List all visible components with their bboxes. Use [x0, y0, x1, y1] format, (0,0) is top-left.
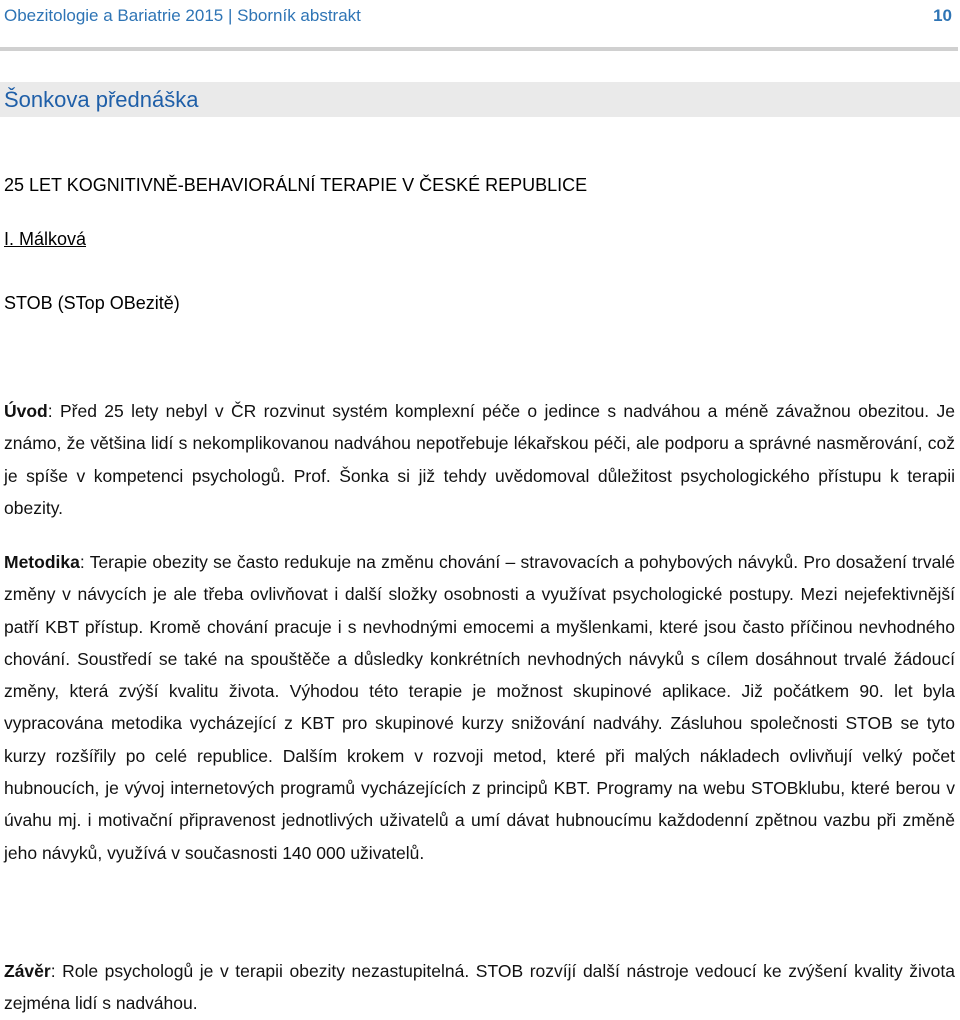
section-title: Šonkova přednáška — [4, 87, 199, 112]
author-name: I. Málková — [4, 229, 87, 249]
header-title: Obezitologie a Bariatrie 2015 | Sborník abstrakt — [4, 6, 361, 25]
lecture-title: 25 LET KOGNITIVNĚ-BEHAVIORÁLNÍ TERAPIE V ČESKÉ REPUBLICE — [4, 175, 588, 195]
conclusion-paragraph — [4, 955, 955, 1020]
running-header — [0, 0, 956, 32]
method-paragraph — [4, 546, 955, 869]
intro-label: Úvod — [4, 401, 48, 421]
intro-paragraph — [4, 395, 955, 524]
header-divider — [0, 47, 958, 51]
conclusion-label: Závěr — [4, 961, 51, 981]
section-heading-band — [0, 82, 960, 117]
organization: STOB (STop OBezitě) — [4, 293, 180, 313]
method-text: : Terapie obezity se často redukuje na změnu chování – stravovacích a pohybových návyků. Pro dosažení trvalé změny v návycích je ale třeba ovlivňovat i další složky osobnosti a využívat psychologické postupy. Mezi nejefektivnější patří KBT přístup. Kromě chování pracuje i s nevhodnými emocemi a myšlenkami, které jsou často příčinou nevhodného chování. Soustředí se také na spouštěče a důsledky konkrétních nevhodných návyků s cílem dosáhnout trvalé žádoucí změny, která zvýší kvalitu života. Výhodou této terapie je možnost skupinové aplikace. Již počátkem 90. let byla vypracována metodika vycházející z KBT pro skupinové kurzy snižování nadváhy. Zásluhou společnosti STOB se tyto kurzy rozšířily po celé republice. Dalším krokem v rozvoji metod, které při malých nákladech ovlivňují velký počet hubnoucích, je vývoj internetových programů vycházejících z principů KBT. Programy na webu STOBklubu, které berou v úvahu mj. i motivační připravenost jednotlivých uživatelů a umí dávat hubnoucímu každodenní zpětnou vazbu při změně jeho návyků, využívá v současnosti 140 000 uživatelů. — [4, 552, 955, 863]
conclusion-text: : Role psychologů je v terapii obezity nezastupitelná. STOB rozvíjí další nástroje vedoucí ke zvýšení kvality života zejména lidí s nadváhou. — [4, 961, 955, 1014]
page-number: 10 — [933, 6, 952, 25]
intro-text: : Před 25 lety nebyl v ČR rozvinut systém komplexní péče o jedince s nadváhou a méně závažnou obezitou. Je známo, že většina lidí s nekomplikovanou nadváhou nepotřebuje lékařskou péči, ale podporu a správné nasměrování, což je spíše v kompetenci psychologů. Prof. Šonka si již tehdy uvědomoval důležitost psychologického přístupu k terapii obezity. — [4, 401, 955, 518]
method-label: Metodika — [4, 552, 80, 572]
